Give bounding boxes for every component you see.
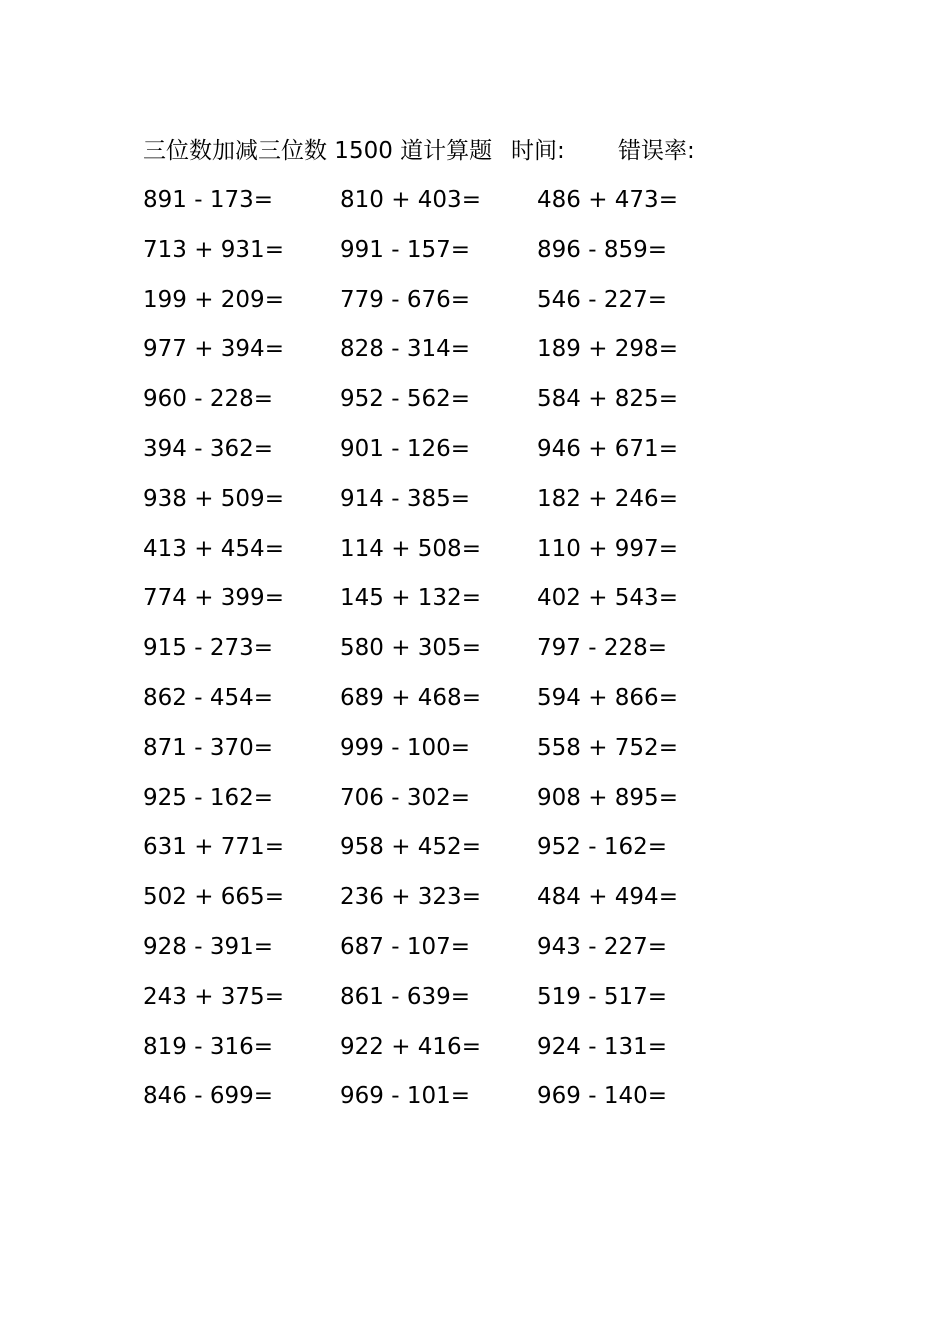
problem-item: 502 + 665= <box>143 884 284 911</box>
problem-item: 580 + 305= <box>340 635 481 662</box>
problem-item: 946 + 671= <box>537 435 678 462</box>
problem-row <box>143 781 743 831</box>
problem-row <box>143 631 743 681</box>
problem-item: 896 - 859= <box>537 236 667 263</box>
problem-item: 236 + 323= <box>340 884 481 911</box>
problem-item: 631 + 771= <box>143 834 284 861</box>
problem-item: 687 - 107= <box>340 933 470 960</box>
problem-row <box>143 980 743 1030</box>
problem-item: 862 - 454= <box>143 684 273 711</box>
problem-item: 901 - 126= <box>340 435 470 462</box>
problem-item: 110 + 997= <box>537 535 678 562</box>
problem-row <box>143 482 743 532</box>
problem-item: 908 + 895= <box>537 784 678 811</box>
problem-item: 952 - 562= <box>340 386 470 413</box>
problem-item: 914 - 385= <box>340 485 470 512</box>
problem-item: 871 - 370= <box>143 734 273 761</box>
problem-row <box>143 432 743 482</box>
problem-item: 189 + 298= <box>537 336 678 363</box>
worksheet-title: 三位数加减三位数 1500 道计算题 <box>143 138 493 164</box>
problem-item: 594 + 866= <box>537 684 678 711</box>
problem-item: 558 + 752= <box>537 734 678 761</box>
problem-row <box>143 930 743 980</box>
problem-item: 394 - 362= <box>143 435 273 462</box>
problem-item: 969 - 101= <box>340 1083 470 1110</box>
problem-item: 243 + 375= <box>143 983 284 1010</box>
problem-row <box>143 233 743 283</box>
problem-item: 199 + 209= <box>143 286 284 313</box>
problem-item: 977 + 394= <box>143 336 284 363</box>
problem-item: 922 + 416= <box>340 1033 481 1060</box>
problem-row <box>143 183 743 233</box>
problem-item: 925 - 162= <box>143 784 273 811</box>
problem-item: 958 + 452= <box>340 834 481 861</box>
problem-item: 689 + 468= <box>340 684 481 711</box>
problem-item: 145 + 132= <box>340 585 481 612</box>
problem-item: 519 - 517= <box>537 983 667 1010</box>
time-label: 时间: <box>511 138 565 164</box>
problem-row <box>143 581 743 631</box>
problem-item: 828 - 314= <box>340 336 470 363</box>
problem-item: 960 - 228= <box>143 386 273 413</box>
problem-item: 891 - 173= <box>143 187 273 213</box>
problem-row <box>143 1079 743 1129</box>
problem-row <box>143 830 743 880</box>
problem-item: 779 - 676= <box>340 286 470 313</box>
problem-item: 924 - 131= <box>537 1033 667 1060</box>
problem-row <box>143 681 743 731</box>
problem-row <box>143 1030 743 1080</box>
problem-item: 861 - 639= <box>340 983 470 1010</box>
problem-item: 486 + 473= <box>537 187 678 213</box>
error-rate-label: 错误率: <box>618 138 695 164</box>
problem-item: 797 - 228= <box>537 635 667 662</box>
problem-item: 943 - 227= <box>537 933 667 960</box>
problem-item: 774 + 399= <box>143 585 284 612</box>
problem-row <box>143 880 743 930</box>
problem-item: 928 - 391= <box>143 933 273 960</box>
problem-item: 402 + 543= <box>537 585 678 612</box>
problem-row <box>143 283 743 333</box>
problem-row <box>143 332 743 382</box>
problem-item: 819 - 316= <box>143 1033 273 1060</box>
problem-row <box>143 532 743 582</box>
problem-item: 484 + 494= <box>537 884 678 911</box>
problem-row <box>143 382 743 432</box>
problem-item: 915 - 273= <box>143 635 273 662</box>
problem-item: 546 - 227= <box>537 286 667 313</box>
problem-item: 413 + 454= <box>143 535 284 562</box>
problem-item: 114 + 508= <box>340 535 481 562</box>
problem-item: 706 - 302= <box>340 784 470 811</box>
problem-item: 938 + 509= <box>143 485 284 512</box>
problem-grid <box>143 183 743 1129</box>
problem-item: 999 - 100= <box>340 734 470 761</box>
problem-item: 969 - 140= <box>537 1083 667 1110</box>
problem-item: 952 - 162= <box>537 834 667 861</box>
problem-item: 810 + 403= <box>340 187 481 213</box>
problem-item: 182 + 246= <box>537 485 678 512</box>
problem-item: 713 + 931= <box>143 236 284 263</box>
problem-item: 991 - 157= <box>340 236 470 263</box>
problem-item: 584 + 825= <box>537 386 678 413</box>
problem-item: 846 - 699= <box>143 1083 273 1110</box>
problem-row <box>143 731 743 781</box>
